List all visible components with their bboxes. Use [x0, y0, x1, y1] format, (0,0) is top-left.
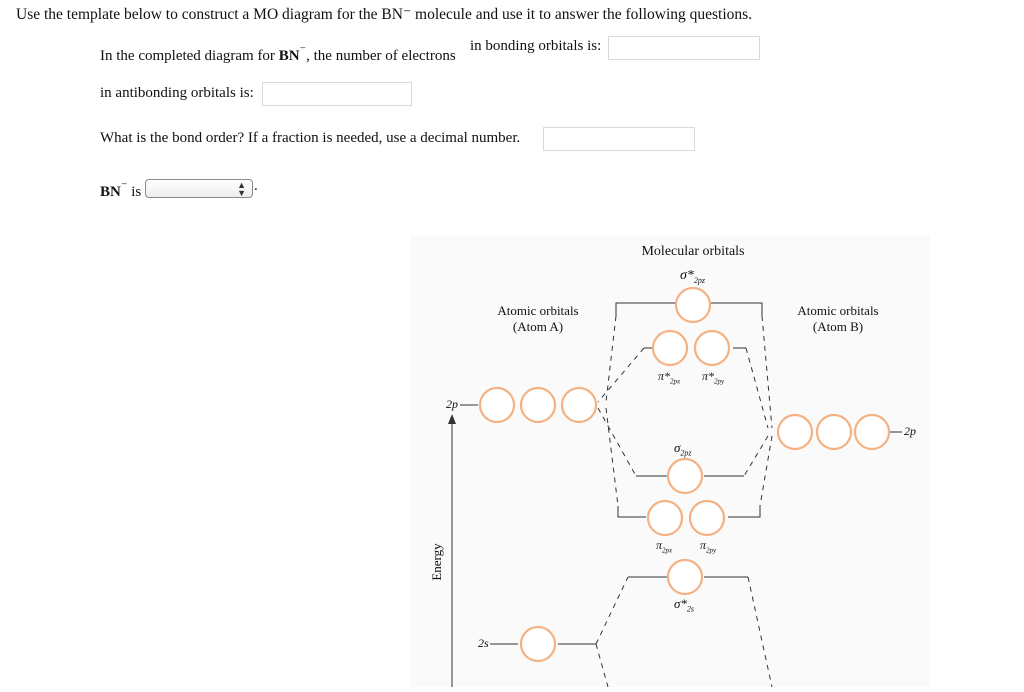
label-pi-2px: $\pi_{2px}$ — [656, 538, 673, 555]
question-bond-order: What is the bond order? If a fraction is needed, use a decimal number. — [100, 130, 521, 146]
antibonding-electrons-input[interactable] — [262, 82, 412, 106]
energy-axis-label: Energy — [429, 543, 444, 581]
label-sigma-2pz: $\sigma_{2pz}$ — [674, 440, 692, 458]
molecule-name: BN — [278, 48, 300, 64]
orbital-pi-star-2px — [653, 331, 687, 365]
select-arrows-icon: ▲ ▼ — [237, 180, 246, 198]
orbital-2p-b-1 — [778, 415, 812, 449]
orbital-sigma-star-2s — [668, 560, 702, 594]
bonding-electrons-input[interactable] — [608, 36, 760, 60]
orbital-sigma-2pz — [668, 459, 702, 493]
orbital-2p-b-3 — [855, 415, 889, 449]
energy-axis-arrow-icon — [448, 414, 456, 424]
orbital-2p-a-2 — [521, 388, 555, 422]
atom-a-label-line1: Atomic orbitals — [497, 303, 579, 318]
atom-a-label-line2: (Atom A) — [512, 319, 564, 334]
mo-diagram — [410, 236, 930, 687]
question-bonding: In the completed diagram for BN⁻, the number of electrons — [100, 43, 456, 64]
magnetism-select[interactable] — [145, 179, 253, 198]
label-pi-star-2py: $\pi*_{2py}$ — [702, 369, 725, 386]
question-bonding-suffix: in bonding orbitals is: — [470, 38, 602, 54]
molecular-orbitals-title: Molecular orbitals — [641, 244, 745, 259]
orbital-pi-star-2py — [695, 331, 729, 365]
label-2s-a: 2s — [478, 636, 489, 650]
orbital-2p-a-1 — [480, 388, 514, 422]
sentence-period: . — [254, 178, 258, 194]
orbital-sigma-star-2pz — [676, 288, 710, 322]
instructions: Use the template below to construct a MO diagram for the BN⁻ molecule and use it to answer the following questions. — [16, 6, 753, 23]
atom-b-label-line1: Atomic orbitals — [797, 303, 879, 318]
orbital-2s-a — [521, 627, 555, 661]
label-pi-star-2px: $\pi*_{2px}$ — [658, 369, 681, 386]
label-pi-2py: $\pi_{2py}$ — [700, 538, 717, 555]
orbital-2p-a-3 — [562, 388, 596, 422]
orbital-pi-2py — [690, 501, 724, 535]
label-sigma-star-2pz: $\sigma*_{2pz}$ — [680, 268, 706, 285]
label-2p-a: 2p — [446, 397, 458, 411]
orbital-pi-2px — [648, 501, 682, 535]
question-antibonding: in antibonding orbitals is: — [100, 85, 254, 101]
atom-b-label-line2: (Atom B) — [812, 319, 864, 334]
question-magnetism: BN⁻ is — [100, 179, 142, 200]
label-2p-b: 2p — [904, 424, 916, 438]
label-sigma-star-2s: $\sigma*_{2s}$ — [674, 596, 695, 614]
bond-order-input[interactable] — [543, 127, 695, 151]
orbital-2p-b-2 — [817, 415, 851, 449]
